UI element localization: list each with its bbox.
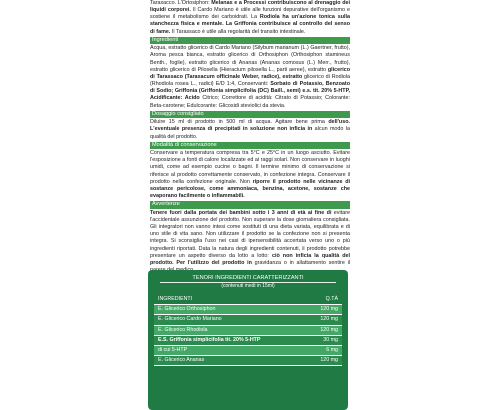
row-quantity: 120 mg bbox=[320, 306, 338, 313]
table-row bbox=[154, 305, 342, 315]
intro-paragraph: Taraxacco. L'Ortosiphon: Melanas e a Processi contribuiscono al drenaggio dei liquidi corporei. Il Cardo Mariano è utile alle funzioni depurative dell'organismo e sostiene il metabolismo dei carboidrati. La Rodiola ha un'azione tonica sulla stanchezza fisica e mentale. La Griffonia contribuisce al controllo del senso di fame. Il Tarassaco è utile alla regolarità del transito intestinale. bbox=[150, 0, 351, 35]
header-quantity: Q.TÀ bbox=[325, 296, 338, 302]
warnings-heading: Avvertenze bbox=[150, 201, 350, 209]
ingredients-heading: Ingredienti bbox=[150, 37, 350, 45]
ingredients-paragraph: Acqua, estratto glicerico di Cardo Mariano (Silybum marianum (L.) Gaertner, frutto), Aroma pesca bianca, estratto glicerico di Orthosiphon (Orthosiphon stamineus Benth., foglie), estratto glicerico di Ananas (Ananas comosus (L.) Merr., frutto), estratto glicerico di Pilosella (Hieracium pilosella L., parti aeree), estratto glicerico di Tarassaco (Taraxacum officinale Weber, radice), estratto glicerico di Rodiola (Rhodiola rosea L., radici) E/D 1:4, Conservanti: Sorbato di Potassio, Benzoato di Sodio; Griffonia (Griffonia simplicifolia (DC) Baill., semi) e.s. tit. 20% 5-HTP, Acidificante: Acido Citrico; Correttore di acidità: Citrato di Potassio; Colorante: Beta-carotene; Edulcorante: Glicosidi steviolici da stevia. bbox=[150, 45, 351, 109]
row-quantity: 30 mg bbox=[323, 336, 338, 343]
row-quantity: 120 mg bbox=[320, 357, 338, 364]
row-ingredient: di cui 5-HTP bbox=[158, 346, 188, 353]
content-table bbox=[154, 295, 342, 366]
table-header-row bbox=[154, 295, 342, 305]
row-ingredient: E. Glicerico Ananas bbox=[158, 357, 205, 364]
label-text-column bbox=[150, 0, 350, 274]
storage-paragraph: Conservare a temperatura compresa tra 5°C e 25°C in un luogo asciutto. Evitare l'esposizione a fonti di calore localizzate ed ai raggi solari. Non conservare in luoghi umidi, come ad esempio cucine o bagni. Il termine minimo di conservazione si riferisce al prodotto correttamente conservato, in confezione integra. Conservare il prodotto nella confezione originale. Non riporre il prodotto nelle vicinanze di sostanze pericolose, come ammoniaca, benzina, acetone, sostanze che evaporano facilmente o infiammabili. bbox=[150, 150, 351, 200]
row-ingredient: E. Glicerico Orthosiphon bbox=[158, 306, 216, 313]
panel-subtitle: (contenuti medi in 15ml) bbox=[221, 283, 275, 289]
row-ingredient: E. Glicerico Rhodiola bbox=[158, 326, 208, 333]
warnings-paragraph: Tenere fuori dalla portata dei bambini sotto i 3 anni di età ai fine di evitare l'accidentale assunzione del prodotto. Non superare la dose giornaliera consigliata. Gli integratori non vanno intesi come sostituti di una dieta variata, equilibrata e di uno stile di vita sano. Non utilizzare il prodotto se la confezione non si presenta integra. Si sconsiglia l'uso nei casi di ipersensibilità accertata verso uno o più ingredienti riportati. Data la natura degli ingredienti contenuti, il prodotto potrebbe presentare un aspetto diverso da lotto a lotto: ciò non inficia la qualità del prodotto. Per l'utilizzo del prodotto in gravidanza o in allattamento sentire il bbox=[150, 209, 351, 266]
ingredients-content-panel bbox=[148, 270, 348, 410]
row-quantity: 120 mg bbox=[320, 326, 338, 333]
row-quantity: 6 mg bbox=[326, 346, 338, 353]
row-quantity: 120 mg bbox=[320, 316, 338, 323]
panel-title: TENORI INGREDIENTI CARATTERIZZANTI bbox=[160, 270, 336, 283]
row-ingredient: E.S. Griffonia simplicifolia tit. 20% 5-HTP bbox=[158, 336, 261, 343]
table-row bbox=[154, 336, 342, 346]
table-row bbox=[154, 346, 342, 356]
storage-heading: Modalità di conservazione bbox=[150, 142, 350, 150]
dosage-heading: Dosaggio consigliato bbox=[150, 111, 350, 119]
table-row bbox=[154, 356, 342, 366]
row-ingredient: E. Glicerico Cardo Mariano bbox=[158, 316, 222, 323]
table-row bbox=[154, 315, 342, 325]
header-ingredient: INGREDIENTI bbox=[158, 296, 193, 302]
dosage-paragraph: Diluire 15 ml di prodotto in 500 ml di acqua. Agitare bene prima dell'uso. L'eventuale presenza di precipitati in soluzione non inficia in alcun modo la qualità del prodotto. bbox=[150, 119, 350, 140]
table-row bbox=[154, 326, 342, 336]
